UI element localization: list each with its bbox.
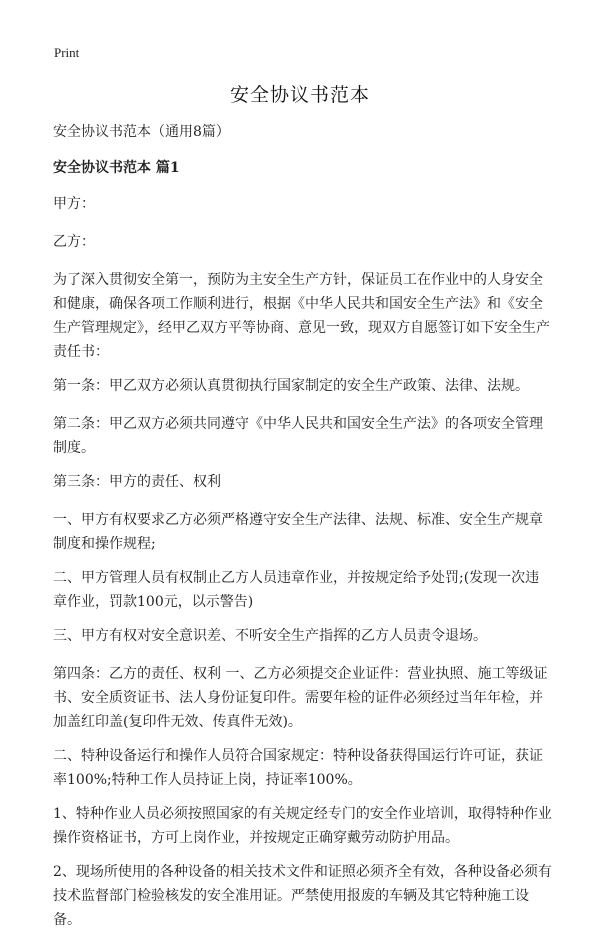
document-title: 安全协议书范本	[229, 84, 370, 106]
document-body	[53, 120, 553, 942]
paragraph-article-1: 第一条：甲乙双方必须认真贯彻执行国家制定的安全生产政策、法律、法规。	[53, 378, 529, 394]
print-link[interactable]: Print	[54, 45, 80, 60]
document-subtitle: 安全协议书范本（通用8篇）	[53, 124, 230, 140]
paragraph-party-a: 甲方：	[53, 196, 95, 212]
paragraph-article-3: 第三条：甲方的责任、权利	[53, 474, 221, 490]
section-heading: 安全协议书范本 篇1	[53, 160, 180, 176]
paragraph-article-4: 第四条：乙方的责任、权利 一、乙方必须提交企业证件：营业执照、施工等级证书、安全质资证书、法人身份证复印件。需要年检的证件必须经过当年年检，并加盖红印盖(复印件无效、传真件无效)。	[53, 666, 548, 730]
paragraph-article-2: 第二条：甲乙双方必须共同遵守《中华人民共和国安全生产法》的各项安全管理制度。	[53, 416, 543, 456]
paragraph-party-b: 乙方：	[53, 234, 95, 250]
paragraph-special-equipment: 二、特种设备运行和操作人员符合国家规定：特种设备获得国运行许可证，获证率100%;特种工作人员持证上岗，持证率100%。	[53, 748, 543, 788]
paragraph-item-2: 二、甲方管理人员有权制止乙方人员违章作业，并按规定给予处罚;(发现一次违章作业，罚款100元，以示警告)	[53, 570, 540, 610]
paragraph-preamble: 为了深入贯彻安全第一，预防为主安全生产方针，保证员工在作业中的人身安全和健康，确保各项工作顺利进行，根据《中华人民共和国安全生产法》和《安全生产管理规定》，经甲乙双方平等协商、意见一致，现双方自愿签订如下安全生产责任书：	[53, 272, 550, 360]
paragraph-item-1: 一、甲方有权要求乙方必须严格遵守安全生产法律、法规、标准、安全生产规章制度和操作规程;	[53, 512, 543, 552]
paragraph-numbered-2: 2、现场所使用的各种设备的相关技术文件和证照必须齐全有效，各种设备必须有技术监督部门检验核发的安全准用证。严禁使用报废的车辆及其它特种施工设备。	[53, 864, 552, 928]
paragraph-item-3: 三、甲方有权对安全意识差、不听安全生产指挥的乙方人员责令退场。	[53, 628, 487, 644]
paragraph-numbered-1: 1、特种作业人员必须按照国家的有关规定经专门的安全作业培训，取得特种作业操作资格证书，方可上岗作业，并按规定正确穿戴劳动防护用品。	[53, 806, 552, 846]
